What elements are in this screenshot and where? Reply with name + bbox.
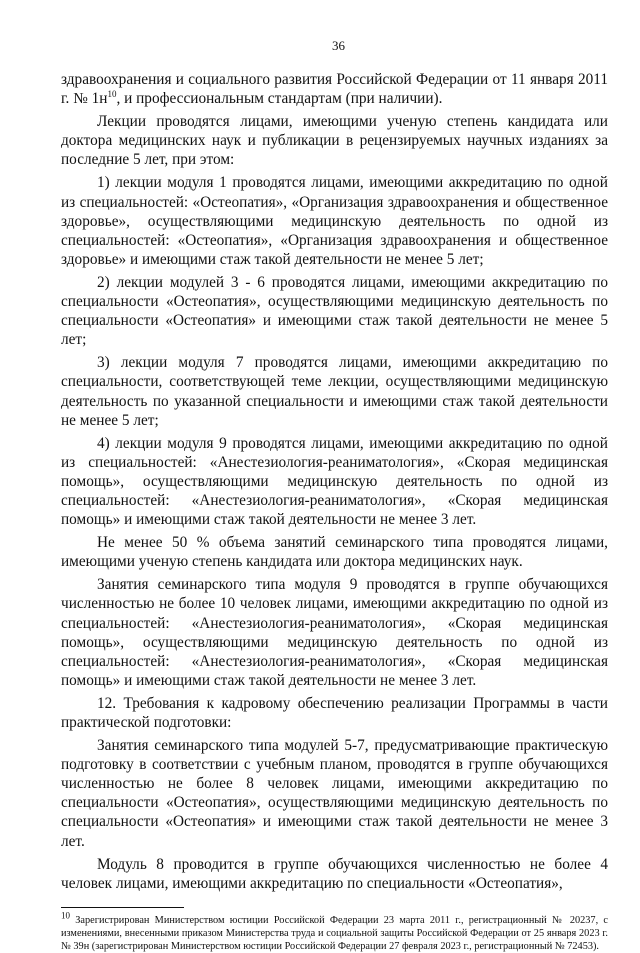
paragraph-item-4: 4) лекции модуля 9 проводятся лицами, имеющими аккредитацию по одной из специальностей: «Анестезиология-реаниматология», «Скорая медицинская помощь», осуществляющими медицинскую деятельность по одной из специальностей: «Анестезиология-реаниматология», «Скорая медицинская помощь» и имеющими стаж такой деятельности не менее 3 лет. <box>61 434 608 529</box>
footnote-text: Зарегистрирован Министерством юстиции Российской Федерации 23 марта 2011 г., регистрационный № 20237, с изменениями, внесенными приказом Министерства труда и социальной защиты Российской Федерации от 25 января 2023 г. № 39н (зарегистрирован Министерством юстиции Российской Федерации 27 февраля 2023 г., регистрационный № 72453). <box>61 914 608 952</box>
footnote-mark: 10 <box>61 910 70 921</box>
paragraph-item-2: 2) лекции модулей 3 - 6 проводятся лицами, имеющими аккредитацию по специальности «Остеопатия», осуществляющими медицинскую деятельность по специальности «Остеопатия» и имеющими стаж такой деятельности не менее 5 лет; <box>61 273 608 349</box>
page-number: 36 <box>332 38 345 53</box>
footnote-divider <box>61 907 184 908</box>
paragraph-seminar-share: Не менее 50 % объема занятий семинарского типа проводятся лицами, имеющими ученую степень кандидата или доктора медицинских наук. <box>61 534 608 571</box>
paragraph-lectures-requirements: Лекции проводятся лицами, имеющими ученую степень кандидата или доктора медицинских наук и публикации в рецензируемых научных изданиях за последние 5 лет, при этом: <box>61 113 608 169</box>
paragraph-section-12: 12. Требования к кадровому обеспечению реализации Программы в части практической подготовки: <box>61 694 608 731</box>
paragraph-seminar-modules-5-7: Занятия семинарского типа модулей 5-7, предусматривающие практическую подготовку в соответствии с учебным планом, проводятся в группе обучающихся численностью не более 8 человек лицами, имеющими аккредитацию по специальности «Остеопатия», осуществляющими медицинскую деятельность по специальности «Остеопатия» и имеющими стаж такой деятельности не менее 3 лет. <box>61 737 608 850</box>
footnote-reference[interactable]: 10 <box>107 89 117 99</box>
paragraph-text: здравоохранения и социального развития Российской Федерации от 11 января 2011 г. № 1н <box>61 71 608 108</box>
footnote <box>61 910 608 953</box>
body-text <box>61 70 608 893</box>
paragraph-item-3: 3) лекции модуля 7 проводятся лицами, имеющими аккредитацию по специальности, соответствующей теме лекции, осуществляющими медицинскую деятельность по указанной специальности и имеющими стаж такой деятельности не менее 5 лет; <box>61 354 608 429</box>
paragraph-seminar-module-9: Занятия семинарского типа модуля 9 проводятся в группе обучающихся численностью не более 10 человек лицами, имеющими аккредитацию по одной из специальностей: «Анестезиология-реаниматология», «Скорая медицинская помощь», осуществляющими медицинскую деятельность по одной из специальностей: «Анестезиология-реаниматология», «Скорая медицинская помощь» и имеющими стаж такой деятельности не менее 3 лет. <box>61 576 608 689</box>
paragraph-text: , и профессиональным стандартам (при наличии). <box>116 90 443 108</box>
paragraph-continuation <box>61 70 608 108</box>
paragraph-item-1: 1) лекции модуля 1 проводятся лицами, имеющими аккредитацию по одной из специальностей: «Остеопатия», «Организация здравоохранения и общественное здоровье», осуществляющими медицинскую деятельность по одной из специальностей: «Остеопатия», «Организация здравоохранения и общественное здоровье» и имеющими стаж такой деятельности не менее 5 лет; <box>61 174 608 268</box>
paragraph-module-8: Модуль 8 проводится в группе обучающихся численностью не более 4 человек лицами, имеющими аккредитацию по специальности «Остеопатия», <box>61 855 608 892</box>
